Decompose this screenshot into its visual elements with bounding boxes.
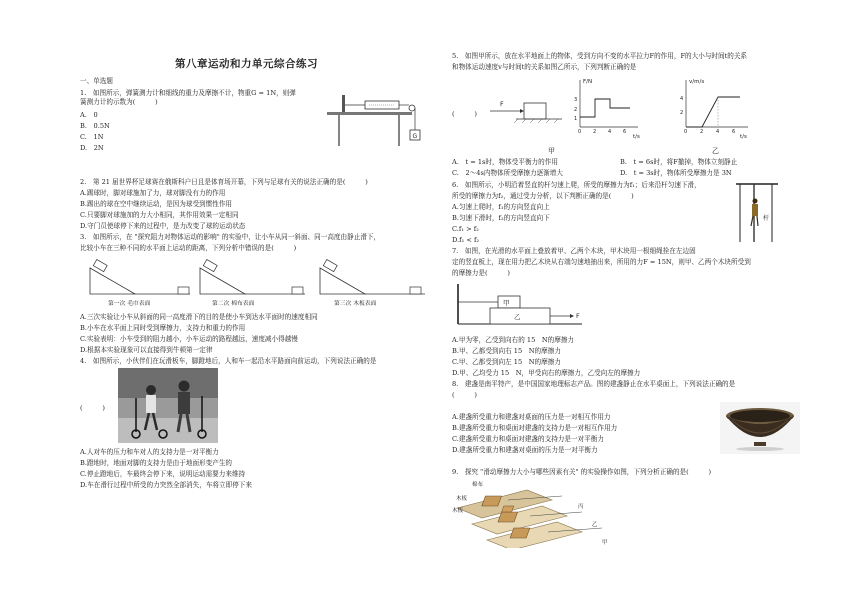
q8-stem: 8. 建盏是南平特产，是中国国家地理标志产品。图的建盏静止在水平桌面上，下列说法正确的是 bbox=[452, 380, 736, 388]
q5-figure bbox=[490, 75, 780, 157]
q4-option-b: B.蹬地时，地面对脚的支持力是由于地面形变产生的 bbox=[80, 459, 233, 467]
q7-option-d: D.甲、乙均受力 15 N，甲受向右的摩擦力，乙受向左的摩擦力 bbox=[452, 369, 641, 377]
q5-g2-ytick-2: 2 bbox=[680, 110, 684, 116]
q5-g1-line bbox=[580, 99, 630, 117]
q2-option-c: C.只要脚对球施加的力大小相同，其作用效果一定相同 bbox=[80, 211, 239, 219]
q3-ramp-3 bbox=[320, 260, 425, 294]
q7-fig-yi: 乙 bbox=[514, 313, 521, 321]
q4-option-a: A.人对车的压力和车对人的支持力是一对平衡力 bbox=[80, 448, 219, 456]
q9-friction-figure bbox=[452, 478, 622, 548]
q6-fig-label-pole: 杆 bbox=[763, 215, 770, 222]
q5-option-c: C. 2～4s内物体所受摩擦力逐渐增大 bbox=[452, 169, 563, 177]
q5-graph-force bbox=[574, 79, 640, 140]
q1-spring-scale-figure bbox=[327, 90, 427, 150]
q5-g1-xtick-4: 4 bbox=[608, 129, 612, 135]
q9-fig-label-mianbu: 棉布 bbox=[472, 482, 484, 488]
q8-bowl-photo bbox=[720, 402, 800, 454]
q3-option-c: C.实验表明：小车受到的阻力越小，小车运动的路程越远，速度减小得越慢 bbox=[80, 335, 298, 343]
page-title: 第八章运动和力单元综合练习 bbox=[175, 58, 318, 70]
q5-g1-xlabel: t/s bbox=[633, 134, 640, 140]
q5-g2-xlabel: t/s bbox=[740, 134, 747, 140]
q4-scooter-photo bbox=[118, 368, 218, 443]
q6-option-d: D.f₁ < f₂ bbox=[452, 236, 480, 244]
q3-option-d: D.根据本实验现象可以直接得到牛顿第一定律 bbox=[80, 346, 213, 354]
q1-option-c: C. 1N bbox=[80, 133, 104, 141]
q5-caption-jia: 甲 bbox=[548, 147, 555, 155]
q2-option-b: B.踢出的球在空中继续运动，是因为球受到惯性作用 bbox=[80, 200, 233, 208]
q3-ramp-figure bbox=[80, 254, 430, 310]
section-heading: 一、单选题 bbox=[80, 77, 113, 85]
q5-g2-xtick-6: 6 bbox=[732, 129, 736, 135]
q5-g1-xtick-6: 6 bbox=[623, 129, 627, 135]
q5-option-d: D. t = 3s时，物体所受摩擦力是 3N bbox=[620, 169, 732, 177]
q6-option-b: B.匀速下滑时，f₂的方向竖直向下 bbox=[452, 214, 550, 222]
q5-g1-ytick-1: 1 bbox=[574, 116, 578, 122]
q1-stem: 1. 如图所示，弹簧测力计和细线的重力及摩擦不计，物重G = 1N，则弹 bbox=[80, 89, 296, 97]
q8-paren: ( ) bbox=[452, 391, 477, 399]
q3-option-b: B.小车在水平面上同时受到摩擦力，支持力和重力的作用 bbox=[80, 324, 246, 332]
q7-option-b: B.甲、乙都受到向右 15 N的摩擦力 bbox=[452, 347, 561, 355]
q2-stem: 2. 第 21 届世界杯足球赛在俄斯科户日且是体育场开幕，下列与足球有关的说法正确的是( ) bbox=[80, 178, 368, 186]
q9-fig-label-jia: 甲 bbox=[602, 540, 608, 546]
q7-fig-jia: 甲 bbox=[503, 299, 510, 307]
q5-g2-ytick-4: 4 bbox=[680, 96, 684, 102]
q5-caption-yi: 乙 bbox=[712, 147, 719, 155]
q8-option-a: A.建盏所受重力和建盏对桌面的压力是一对相互作用力 bbox=[452, 413, 611, 421]
q3-stem-cont: 比较小车在三种不同的水平面上运动的距离，下列分析中错误的是( ) bbox=[80, 244, 297, 252]
q2-option-d: D.守门员使球停下来的过程中，是力改变了球的运动状态 bbox=[80, 222, 246, 230]
q5-paren: ( ) bbox=[452, 110, 477, 118]
q7-blocks-figure bbox=[452, 280, 592, 336]
q3-option-a: A.三次实验让小车从斜面的同一高度滑下的目的是使小车到达水平面时的速度相同 bbox=[80, 313, 318, 321]
q5-g2-xtick-0: 0 bbox=[684, 129, 688, 135]
q7-stem-cont2: 的摩擦力是( ) bbox=[452, 269, 510, 277]
q8-option-d: D.建盏所受重力和建盏对桌面的压力是一对平衡力 bbox=[452, 446, 598, 454]
q1-option-d: D. 2N bbox=[80, 144, 104, 152]
q5-g2-xtick-4: 4 bbox=[716, 129, 720, 135]
q5-option-b: B. t = 6s时，将F撤掉，物体立刻静止 bbox=[620, 158, 738, 166]
q3-ramp-1 bbox=[90, 260, 190, 294]
q5-g1-xtick-0: 0 bbox=[578, 129, 582, 135]
q6-option-a: A.匀速上爬时，f₁的方向竖直向上 bbox=[452, 203, 550, 211]
q9-stem: 9. 探究 "滑动摩擦力大小与哪些因素有关" 的实验操作如图，下列分析正确的是( ) bbox=[452, 468, 712, 476]
q7-option-a: A.甲为零，乙受到向右的 15 N的摩擦力 bbox=[452, 336, 575, 344]
q5-g1-ylabel: F/N bbox=[583, 79, 593, 85]
q9-fig-label-yi: 乙 bbox=[592, 522, 598, 528]
q5-option-a: A. t = 1s时，物体受平衡力的作用 bbox=[452, 158, 558, 166]
q6-option-c: C.f₁ > f₂ bbox=[452, 225, 479, 233]
q9-fig-label-bing: 丙 bbox=[578, 504, 584, 510]
q9-fig-label-muban-2: 木板 bbox=[452, 508, 464, 514]
q7-stem: 7. 如图，在光滑的水平面上叠放着甲、乙两个木块，甲木块用一根细绳拴在左边固 bbox=[452, 247, 696, 255]
q3-fig-label-1: 第一次 毛巾表面 bbox=[108, 301, 151, 307]
q4-option-c: C.停止蹬地后，车最终会停下来，说明运动需要力来维持 bbox=[80, 470, 246, 478]
q3-fig-label-3: 第三次 木板表面 bbox=[334, 301, 377, 307]
q1-fig-label-g: G bbox=[412, 133, 418, 140]
q6-stem: 6. 如图所示，小明沿着竖直的杆匀速上爬，所受的摩擦力为f₁；后来沿杆匀速下滑， bbox=[452, 181, 701, 189]
q5-g1-ytick-2: 2 bbox=[574, 107, 578, 113]
q5-g1-xtick-2: 2 bbox=[593, 129, 597, 135]
q5-fig-f: F bbox=[500, 100, 504, 108]
q5-g2-xtick-2: 2 bbox=[700, 129, 704, 135]
q5-g2-line bbox=[686, 97, 740, 127]
q3-stem: 3. 如图所示，在 "探究阻力对物体运动的影响" 的实验中，让小车从同一斜面、同一高度由静止滑下， bbox=[80, 233, 381, 241]
q1-stem-cont: 簧测力计的示数为( ) bbox=[80, 98, 158, 106]
q5-g2-ylabel: v/m/s bbox=[689, 79, 705, 85]
q1-option-a: A. 0 bbox=[80, 111, 98, 119]
q5-graph-velocity bbox=[680, 79, 748, 155]
q3-ramp-2 bbox=[200, 260, 305, 294]
q1-option-b: B. 0.5N bbox=[80, 122, 110, 130]
q4-stem: 4. 如图所示，小伙伴们在玩滑板车，脚蹬地后，人和车一起沿水平路面向前运动，下列说法正确的是 bbox=[80, 357, 377, 365]
q5-g1-ytick-3: 3 bbox=[574, 97, 578, 103]
q7-option-c: C.甲、乙都受到向左 15 N的摩擦力 bbox=[452, 358, 561, 366]
q4-option-d: D.车在滑行过程中所受的力突然全部消失，车将立即停下来 bbox=[80, 481, 252, 489]
q6-pole-figure bbox=[732, 178, 782, 244]
q7-fig-f: F bbox=[576, 312, 580, 320]
q5-fig-jia bbox=[490, 100, 562, 155]
q8-option-b: B.建盏所受重力和桌面对建盏的支持力是一对相互作用力 bbox=[452, 424, 618, 432]
q9-fig-label-muban-1: 木板 bbox=[456, 496, 468, 502]
q5-stem-cont: 和物体运动速度v与时间t的关系如图乙所示，下列判断正确的是 bbox=[452, 63, 637, 71]
q5-stem: 5. 如图甲所示，放在水平地面上的物体，受到方向不变的水平拉力F的作用，F的大小与时间t的关系 bbox=[452, 52, 748, 60]
q2-option-a: A.踢球时，脚对球施加了力，球对脚没有力的作用 bbox=[80, 189, 226, 197]
q6-stem-cont: 所受的摩擦力为f₂，通过受力分析，以下判断正确的是( ) bbox=[452, 192, 634, 200]
q3-fig-label-2: 第二次 棉布表面 bbox=[212, 301, 255, 307]
q4-paren: ( ) bbox=[80, 404, 105, 412]
q7-stem-cont: 定的竖直板上，现在用力把乙木块从右端匀速地抽出来，所用的力F = 15N，则甲、乙两个木块所受到 bbox=[452, 258, 751, 266]
q8-option-c: C.建盏所受重力和桌面对建盏的支持力是一对平衡力 bbox=[452, 435, 604, 443]
